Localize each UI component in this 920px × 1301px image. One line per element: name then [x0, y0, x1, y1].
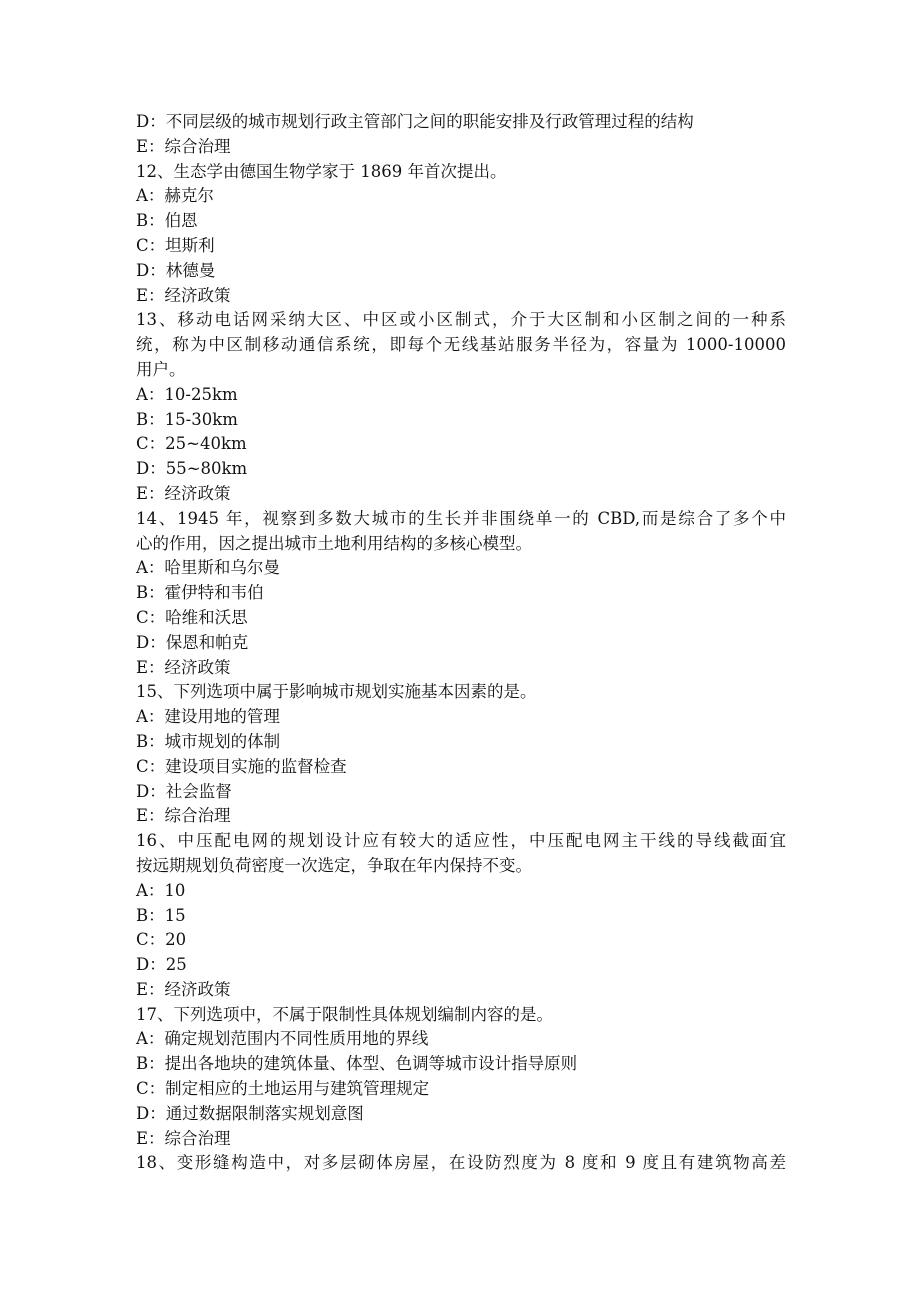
option-a-line: A：确定规划范围内不同性质用地的界线 — [136, 1029, 429, 1049]
option-e-line: E：综合治理 — [136, 1128, 231, 1148]
option-d-line: D：25 — [136, 955, 187, 975]
option-b-line: B：15-30km — [136, 409, 238, 429]
document-body — [136, 110, 786, 1176]
option-e-line: E：经济政策 — [136, 483, 231, 503]
option-c-line: C：坦斯利 — [136, 235, 215, 255]
option-d-line: D：林德曼 — [136, 260, 216, 280]
option-b-line: B：城市规划的体制 — [136, 731, 281, 751]
question-17-text: 17、下列选项中，不属于限制性具体规划编制内容的是。 — [136, 1004, 553, 1024]
option-c-line: C：20 — [136, 930, 187, 950]
question-12-text: 12、生态学由德国生物学家于 1869 年首次提出。 — [136, 161, 507, 181]
question-14-text: 心的作用，因之提出城市土地利用结构的多核心模型。 — [136, 533, 532, 553]
option-a-line: A：10 — [136, 880, 186, 900]
option-e-line: E：经济政策 — [136, 285, 231, 305]
option-d-line: D：通过数据限制落实规划意图 — [136, 1103, 364, 1123]
option-b-line: B：提出各地块的建筑体量、体型、色调等城市设计指导原则 — [136, 1054, 578, 1074]
option-e-line: E：综合治理 — [136, 136, 231, 156]
question-16-text: 按远期规划负荷密度一次选定，争取在年内保持不变。 — [136, 855, 532, 875]
option-d-line: D：保恩和帕克 — [136, 632, 249, 652]
option-a-line: A：哈里斯和乌尔曼 — [136, 558, 280, 578]
option-d-line: D：不同层级的城市规划行政主管部门之间的职能安排及行政管理过程的结构 — [136, 112, 694, 131]
option-c-line: C：哈维和沃思 — [136, 607, 248, 627]
option-b-line: B：霍伊特和韦伯 — [136, 583, 264, 603]
option-a-line: A：10-25km — [136, 384, 238, 404]
option-b-line: B：伯恩 — [136, 211, 198, 231]
option-c-line: C：建设项目实施的监督检查 — [136, 756, 347, 776]
option-a-line: A：赫克尔 — [136, 186, 214, 206]
option-c-line: C：25~40km — [136, 434, 247, 454]
option-a-line: A：建设用地的管理 — [136, 707, 280, 727]
question-13-text: 用户。 — [136, 359, 186, 379]
question-14-text: 14、1945 年，视察到多数大城市的生长并非围绕单一的 CBD,而是综合了多个中 — [136, 508, 786, 528]
question-13-text: 13、移动电话网采纳大区、中区或小区制式，介于大区制和小区制之间的一种系 — [136, 310, 786, 330]
option-d-line: D：55~80km — [136, 459, 248, 479]
question-18-text: 18、变形缝构造中，对多层砌体房屋，在设防烈度为 8 度和 9 度且有建筑物高差 — [136, 1153, 786, 1173]
option-e-line: E：综合治理 — [136, 806, 231, 826]
question-15-text: 15、下列选项中属于影响城市规划实施基本因素的是。 — [136, 682, 537, 702]
option-c-line: C：制定相应的土地运用与建筑管理规定 — [136, 1079, 430, 1099]
option-e-line: E：经济政策 — [136, 657, 231, 677]
question-16-text: 16、中压配电网的规划设计应有较大的适应性，中压配电网主干线的导线截面宜 — [136, 831, 786, 851]
option-b-line: B：15 — [136, 905, 186, 925]
question-13-text: 统，称为中区制移动通信系统，即每个无线基站服务半径为，容量为 1000-10000 — [136, 335, 786, 355]
option-e-line: E：经济政策 — [136, 979, 231, 999]
option-d-line: D：社会监督 — [136, 781, 232, 801]
